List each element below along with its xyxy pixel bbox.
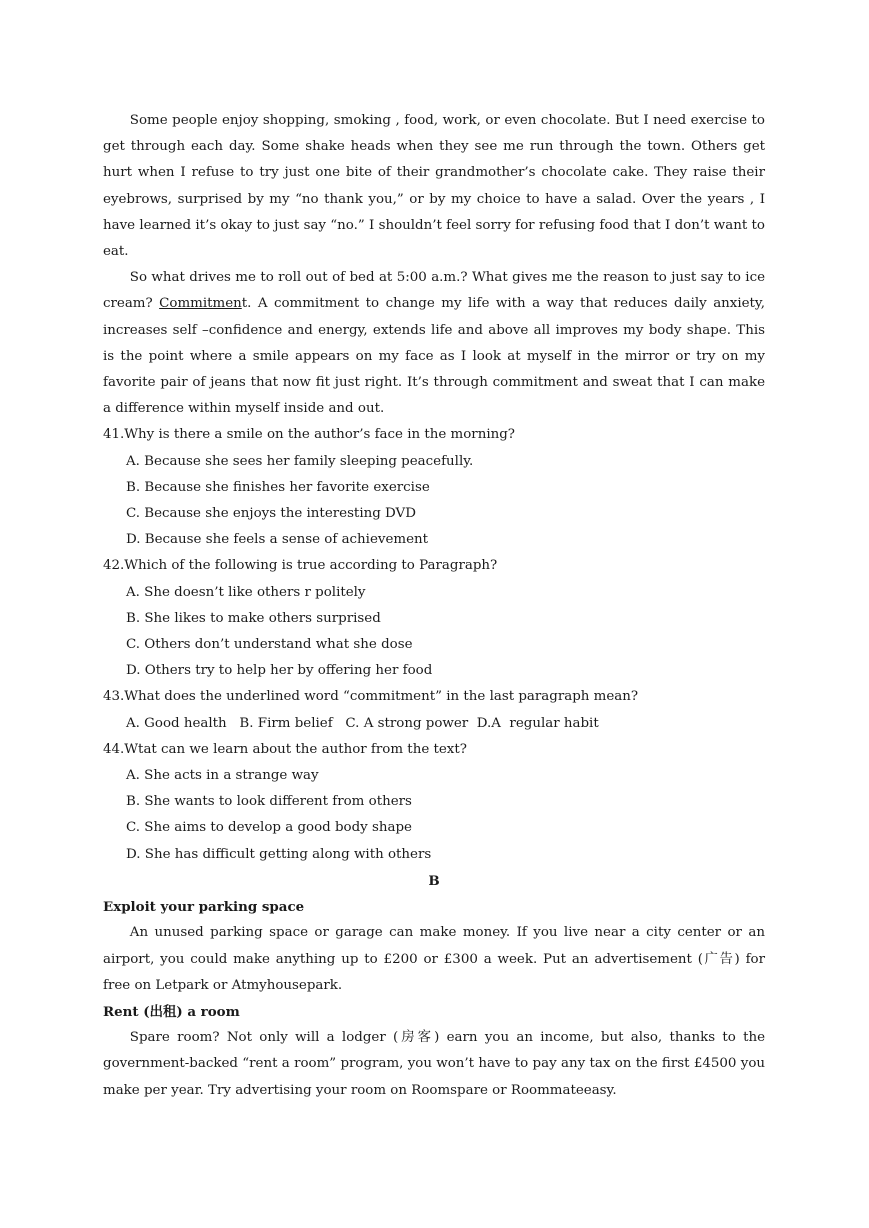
section-b-item-1-text: An unused parking space or garage can make money. If you live near a city center or an airport, you could make anything up to £200 or £300 a week. Put an advertisement (广告) for free on Letpark or Atmyhousepark. — [103, 925, 765, 993]
question-41-option-a: A. Because she sees her family sleeping peacefully. — [126, 453, 474, 469]
passage-a-paragraph-1: Some people enjoy shopping, smoking , food, work, or even chocolate. But I need exercise to get through each day. Some shake heads when they see me run through the town. Others get hurt when I refuse to try just one bite of their grandmother’s chocolate cake. They raise their eyebrows, surprised by my “no thank you,” or by my choice to have a salad. Over the years , I have learned it’s okay to just say “no.” I shouldn’t feel sorry for refusing food that I don’t want to eat. — [103, 113, 765, 260]
question-43-options: A. Good health B. Firm belief C. A strong power D.A regular habit — [126, 715, 599, 731]
question-43-stem: 43.What does the underlined word “commitment” in the last paragraph mean? — [103, 689, 639, 705]
passage-a-paragraph-2 — [103, 265, 765, 422]
question-41-option-d: D. Because she feels a sense of achievement — [126, 532, 429, 548]
question-44-option-d: D. She has difficult getting along with others — [126, 846, 432, 862]
question-42-stem: 42.Which of the following is true according to Paragraph? — [103, 558, 498, 574]
question-44-option-c: C. She aims to develop a good body shape — [126, 820, 412, 836]
question-44-option-a: A. She acts in a strange way — [126, 768, 319, 784]
document-page — [103, 108, 765, 1104]
paragraph-2-rest: t. A commitment to change my life with a way that reduces daily anxiety, increases self –confidence and energy, extends life and above all improves my body shape. This is the point where a smile appears on my face as I look at myself in the mirror or try on my favorite pair of jeans that now fit just right. It’s through commitment and sweat that I can make a difference within myself inside and out. — [103, 296, 765, 417]
question-44-option-b: B. She wants to look different from others — [126, 794, 412, 810]
question-44-stem: 44.Wtat can we learn about the author from the text? — [103, 741, 467, 757]
section-b-item-2-text: Spare room? Not only will a lodger (房客) earn you an income, but also, thanks to the government-backed “rent a room” program, you won’t have to pay any tax on the first £4500 you make per year. Try advertising your room on Roomspare or Roommateeasy. — [103, 1030, 765, 1098]
underlined-word-commitment: Commitmen — [159, 296, 242, 312]
paragraph-2-lead: So what drives me to roll out of bed at 5:00 a.m.? What gives me the reason to just say to ice cream? — [103, 270, 765, 312]
question-42-option-a: A. She doesn’t like others r politely — [126, 584, 366, 600]
question-41-option-b: B. Because she finishes her favorite exercise — [126, 479, 430, 495]
question-42-option-d: D. Others try to help her by offering her food — [126, 663, 433, 679]
question-42-option-b: B. She likes to make others surprised — [126, 610, 381, 626]
question-41-stem: 41.Why is there a smile on the author’s face in the morning? — [103, 427, 515, 443]
section-b-item-1-title: Exploit your parking space — [103, 899, 305, 916]
question-41-option-c: C. Because she enjoys the interesting DVD — [126, 506, 416, 522]
section-b-label: B — [428, 872, 440, 889]
section-b-item-2-title: Rent (出租) a room — [103, 1003, 240, 1020]
question-42-option-c: C. Others don’t understand what she dose — [126, 637, 413, 653]
